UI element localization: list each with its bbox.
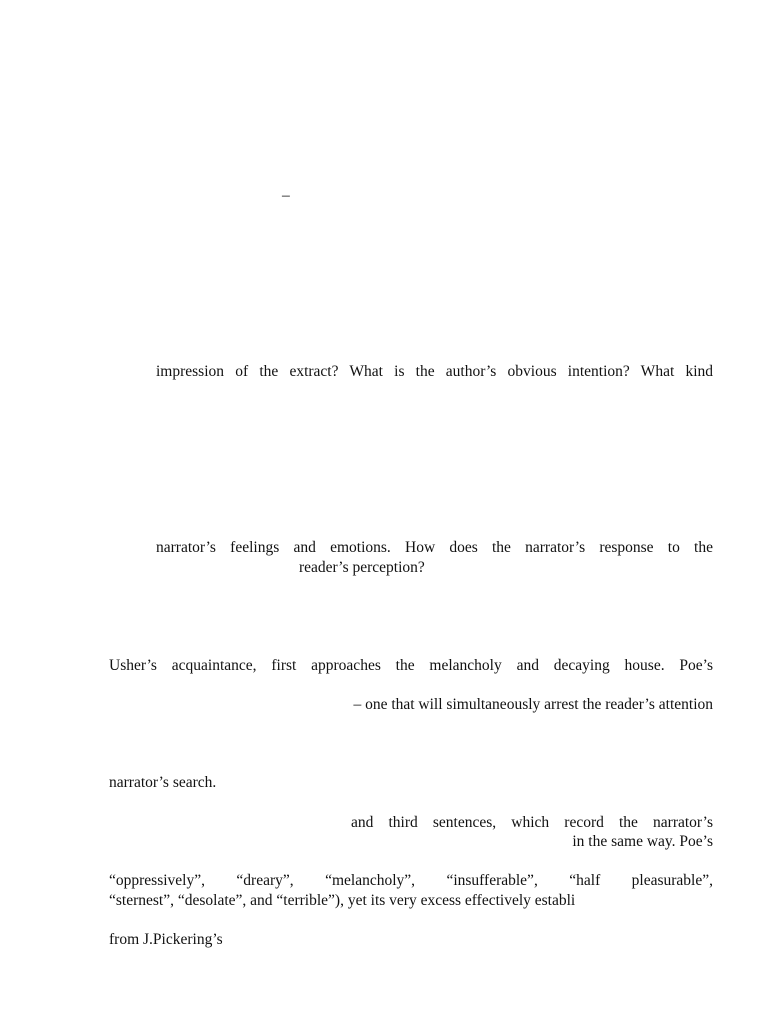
source-citation: from J.Pickering’s xyxy=(109,931,223,948)
analysis-line-5: in the same way. Poe’s xyxy=(572,833,713,850)
dash-fragment: – xyxy=(282,187,290,204)
analysis-line-7: “sternest”, “desolate”, and “terrible”), yet its very excess effectively establi xyxy=(109,892,576,909)
question-2-line-2: reader’s perception? xyxy=(299,559,425,576)
analysis-line-4: and third sentences, which record the narrator’s xyxy=(351,814,713,831)
question-1-line: impression of the extract? What is the author’s obvious intention? What kind xyxy=(156,363,713,380)
analysis-line-3: narrator’s search. xyxy=(109,774,217,791)
analysis-line-6: “oppressively”, “dreary”, “melancholy”, “insufferable”, “half pleasurable”, xyxy=(109,872,713,889)
analysis-line-2: – one that will simultaneously arrest the reader’s attention xyxy=(353,696,713,713)
analysis-line-1: Usher’s acquaintance, first approaches the melancholy and decaying house. Poe’s xyxy=(109,657,713,674)
question-2-line-1: narrator’s feelings and emotions. How does the narrator’s response to the xyxy=(156,539,713,556)
